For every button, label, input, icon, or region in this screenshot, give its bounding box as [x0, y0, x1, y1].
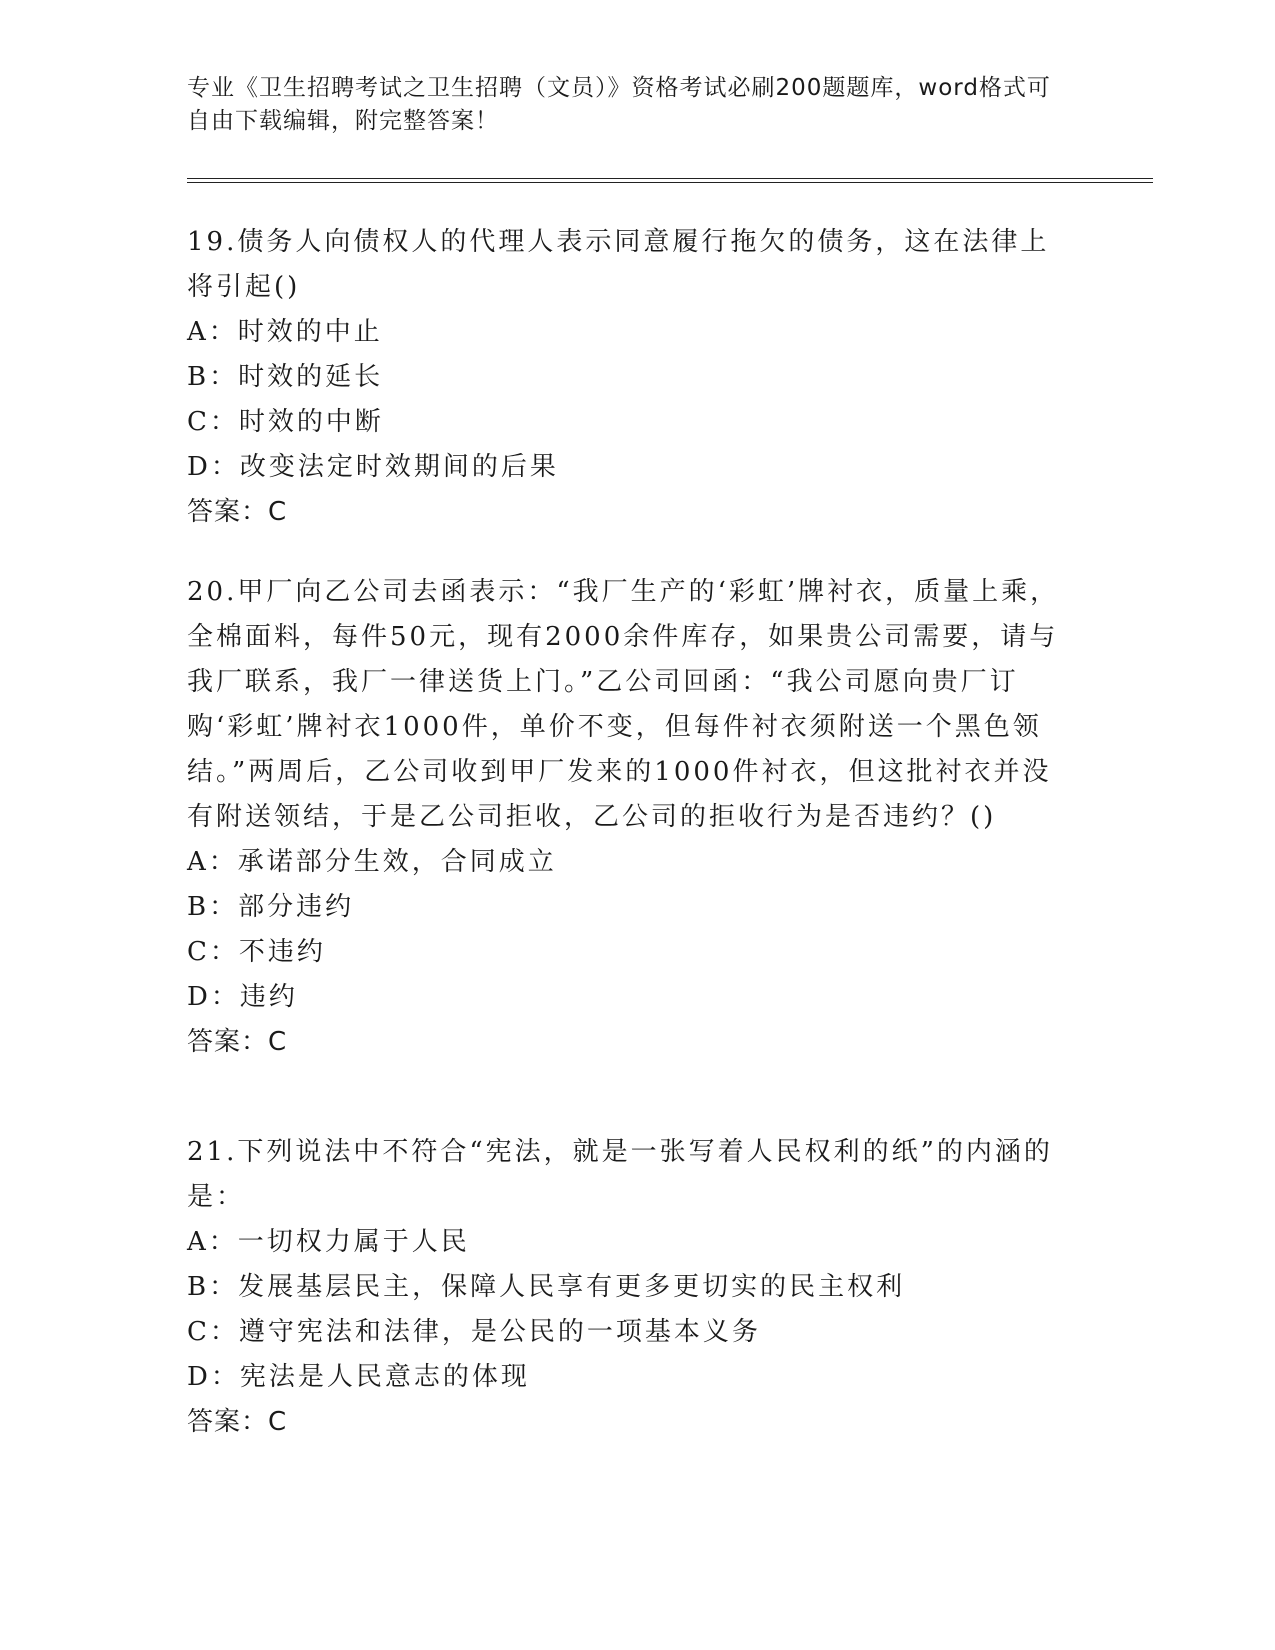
option-b: B：时效的延长 [187, 362, 384, 392]
option-a: A：承诺部分生效，合同成立 [187, 847, 557, 877]
question-20 [187, 570, 1077, 1065]
question-21 [187, 1130, 1077, 1445]
option-a: A：一切权力属于人民 [187, 1227, 470, 1257]
answer-label: 答案：C [187, 1407, 288, 1437]
option-c: C：遵守宪法和法律，是公民的一项基本义务 [187, 1317, 761, 1347]
option-b: B：部分违约 [187, 892, 355, 922]
answer-label: 答案：C [187, 1027, 288, 1057]
option-a: A：时效的中止 [187, 317, 383, 347]
option-c: C：不违约 [187, 937, 326, 967]
option-d: D：违约 [187, 982, 298, 1012]
option-c: C：时效的中断 [187, 407, 384, 437]
header-divider [187, 178, 1153, 183]
document-header: 专业《卫生招聘考试之卫生招聘（文员）》资格考试必刷200题题库，word格式可自由下载编辑，附完整答案！ [187, 75, 1051, 134]
question-19 [187, 220, 1077, 535]
answer-label: 答案：C [187, 497, 288, 527]
question-stem: 21.下列说法中不符合“宪法，就是一张写着人民权利的纸”的内涵的是： [187, 1137, 1053, 1212]
question-stem: 20.甲厂向乙公司去函表示：“我厂生产的‘彩虹’牌衬衣，质量上乘，全棉面料，每件50元，现有2000余件库存，如果贵公司需要，请与我厂联系，我厂一律送货上门。”乙公司回函：“我公司愿向贵厂订购‘彩虹’牌衬衣1000件，单价不变，但每件衬衣须附送一个黑色领结。”两周后，乙公司收到甲厂发来的1000件衬衣，但这批衬衣并没有附送领结，于是乙公司拒收，乙公司的拒收行为是否违约？() [187, 577, 1060, 832]
option-b: B：发展基层民主，保障人民享有更多更切实的民主权利 [187, 1272, 906, 1302]
option-d: D：宪法是人民意志的体现 [187, 1362, 530, 1392]
question-stem: 19.债务人向债权人的代理人表示同意履行拖欠的债务，这在法律上将引起() [187, 227, 1050, 302]
option-d: D：改变法定时效期间的后果 [187, 452, 559, 482]
